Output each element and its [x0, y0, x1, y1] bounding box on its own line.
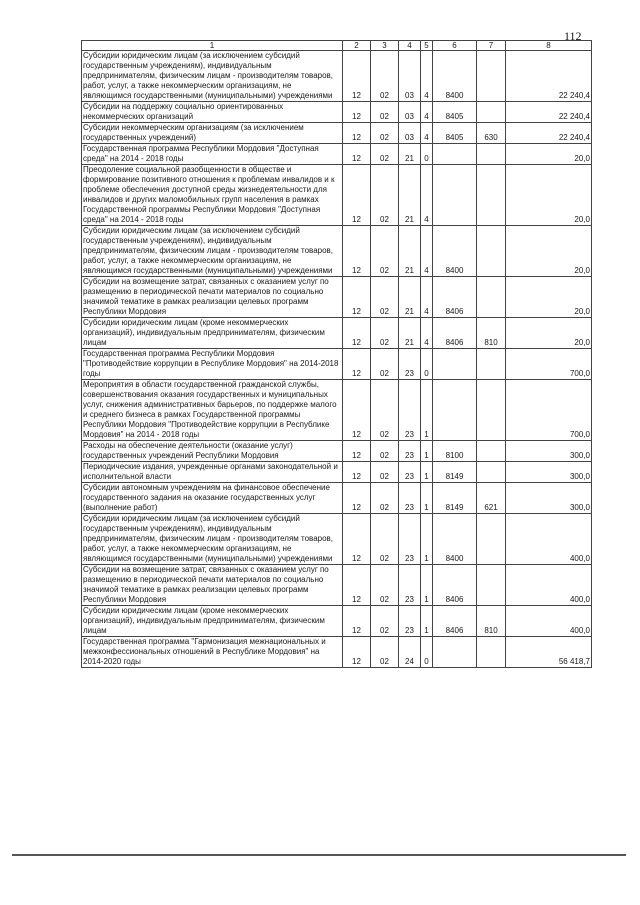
code-cell: 8406	[433, 565, 477, 606]
table-row	[82, 483, 592, 514]
code-cell: 21	[399, 144, 421, 165]
code-cell: 02	[371, 277, 399, 318]
table-row	[82, 349, 592, 380]
code-cell	[433, 349, 477, 380]
code-cell: 23	[399, 462, 421, 483]
row-name-cell: Государственная программа Республики Мордовия "Противодействие коррупции в Республике Мордовия" на 2014-2018 годы	[82, 349, 343, 380]
code-cell: 0	[421, 144, 433, 165]
row-name-cell: Расходы на обеспечение деятельности (оказание услуг) государственных учреждений Республики Мордовия	[82, 441, 343, 462]
code-cell: 12	[343, 637, 371, 668]
code-cell	[433, 144, 477, 165]
amount-cell: 400,0	[506, 514, 592, 565]
code-cell: 23	[399, 349, 421, 380]
page-bottom-rule	[12, 854, 626, 856]
row-name-cell: Субсидии юридическим лицам (за исключением субсидий государственным учреждениям), индивидуальным предпринимателям, физическим лицам - производителям товаров, работ, услуг, а также некоммерческим организациям, не являющимся государственными (муниципальными) учреждениями	[82, 226, 343, 277]
header-cell: 6	[433, 41, 477, 51]
header-cell: 5	[421, 41, 433, 51]
code-cell: 23	[399, 483, 421, 514]
code-cell	[433, 637, 477, 668]
header-cell: 3	[371, 41, 399, 51]
amount-cell: 22 240,4	[506, 51, 592, 102]
amount-cell: 22 240,4	[506, 123, 592, 144]
row-name-cell: Субсидии на возмещение затрат, связанных с оказанием услуг по размещению в периодической печати материалов по социально значимой тематике в рамках реализации целевых программ Республики Мордовия	[82, 565, 343, 606]
table-row	[82, 102, 592, 123]
code-cell: 810	[477, 606, 506, 637]
page-number: 112	[564, 29, 582, 43]
code-cell: 8149	[433, 462, 477, 483]
code-cell: 02	[371, 483, 399, 514]
code-cell: 12	[343, 102, 371, 123]
code-cell: 12	[343, 226, 371, 277]
code-cell	[477, 441, 506, 462]
code-cell: 4	[421, 102, 433, 123]
code-cell: 8400	[433, 226, 477, 277]
code-cell	[477, 637, 506, 668]
amount-cell: 400,0	[506, 565, 592, 606]
code-cell: 12	[343, 277, 371, 318]
code-cell: 02	[371, 318, 399, 349]
row-name-cell: Преодоление социальной разобщенности в обществе и формирование позитивного отношения к проблемам инвалидов и к проблеме обеспечения доступной среды жизнедеятельности для инвалидов и других маломобильных групп населения в рамках Государственной программы Республики Мордовия "Доступная среда" на 2014 - 2018 годы	[82, 165, 343, 226]
table-row	[82, 277, 592, 318]
code-cell: 1	[421, 380, 433, 441]
code-cell: 8406	[433, 606, 477, 637]
row-name-cell: Периодические издания, учрежденные органами законодательной и исполнительной власти	[82, 462, 343, 483]
code-cell: 02	[371, 51, 399, 102]
code-cell: 02	[371, 514, 399, 565]
code-cell: 02	[371, 606, 399, 637]
header-cell: 7	[477, 41, 506, 51]
code-cell	[477, 51, 506, 102]
code-cell: 1	[421, 462, 433, 483]
row-name-cell: Субсидии автономным учреждениям на финансовое обеспечение государственного задания на оказание государственных услуг (выполнение работ)	[82, 483, 343, 514]
amount-cell: 56 418,7	[506, 637, 592, 668]
table-row	[82, 441, 592, 462]
code-cell	[477, 144, 506, 165]
code-cell: 02	[371, 123, 399, 144]
code-cell: 12	[343, 483, 371, 514]
amount-cell: 300,0	[506, 483, 592, 514]
code-cell: 23	[399, 514, 421, 565]
code-cell: 630	[477, 123, 506, 144]
code-cell: 02	[371, 226, 399, 277]
code-cell: 8406	[433, 277, 477, 318]
code-cell: 12	[343, 441, 371, 462]
code-cell: 8100	[433, 441, 477, 462]
code-cell: 1	[421, 441, 433, 462]
code-cell: 8405	[433, 123, 477, 144]
amount-cell: 22 240,4	[506, 102, 592, 123]
code-cell: 02	[371, 102, 399, 123]
row-name-cell: Субсидии юридическим лицам (кроме некоммерческих организаций), индивидуальным предпринимателям, физическим лицам	[82, 318, 343, 349]
code-cell	[477, 349, 506, 380]
code-cell: 24	[399, 637, 421, 668]
code-cell: 4	[421, 277, 433, 318]
code-cell	[477, 226, 506, 277]
table-row	[82, 51, 592, 102]
code-cell: 03	[399, 102, 421, 123]
code-cell: 4	[421, 123, 433, 144]
amount-cell: 20,0	[506, 165, 592, 226]
amount-cell: 400,0	[506, 606, 592, 637]
amount-cell: 700,0	[506, 349, 592, 380]
code-cell: 23	[399, 441, 421, 462]
code-cell: 02	[371, 462, 399, 483]
code-cell: 23	[399, 380, 421, 441]
code-cell: 02	[371, 380, 399, 441]
amount-cell: 20,0	[506, 144, 592, 165]
amount-cell: 300,0	[506, 462, 592, 483]
table-row	[82, 514, 592, 565]
code-cell: 21	[399, 277, 421, 318]
budget-table	[81, 40, 592, 668]
row-name-cell: Субсидии на возмещение затрат, связанных с оказанием услуг по размещению в периодической печати материалов по социально значимой тематике в рамках реализации целевых программ Республики Мордовия	[82, 277, 343, 318]
code-cell: 03	[399, 123, 421, 144]
header-cell: 8	[506, 41, 592, 51]
row-name-cell: Субсидии юридическим лицам (кроме некоммерческих организаций), индивидуальным предпринимателям, физическим лицам	[82, 606, 343, 637]
code-cell: 02	[371, 165, 399, 226]
code-cell: 12	[343, 51, 371, 102]
code-cell	[433, 165, 477, 226]
code-cell: 02	[371, 565, 399, 606]
code-cell: 12	[343, 462, 371, 483]
code-cell: 1	[421, 514, 433, 565]
code-cell: 21	[399, 318, 421, 349]
code-cell: 4	[421, 165, 433, 226]
code-cell: 8400	[433, 514, 477, 565]
code-cell: 8149	[433, 483, 477, 514]
header-cell: 4	[399, 41, 421, 51]
code-cell: 8400	[433, 51, 477, 102]
row-name-cell: Государственная программа Республики Мордовия "Доступная среда" на 2014 - 2018 годы	[82, 144, 343, 165]
row-name-cell: Субсидии на поддержку социально ориентированных некоммерческих организаций	[82, 102, 343, 123]
table-row	[82, 462, 592, 483]
code-cell: 02	[371, 144, 399, 165]
table-row	[82, 637, 592, 668]
table-row	[82, 144, 592, 165]
code-cell: 23	[399, 565, 421, 606]
code-cell: 4	[421, 226, 433, 277]
row-name-cell: Субсидии юридическим лицам (за исключением субсидий государственным учреждениям), индивидуальным предпринимателям, физическим лицам - производителям товаров, работ, услуг, а также некоммерческим организациям, не являющимся государственными (муниципальными) учреждениями	[82, 514, 343, 565]
code-cell: 12	[343, 123, 371, 144]
code-cell	[477, 514, 506, 565]
code-cell: 8405	[433, 102, 477, 123]
code-cell: 0	[421, 637, 433, 668]
code-cell: 8406	[433, 318, 477, 349]
code-cell	[477, 277, 506, 318]
table-row	[82, 226, 592, 277]
code-cell	[477, 565, 506, 606]
code-cell: 12	[343, 514, 371, 565]
code-cell	[433, 380, 477, 441]
table-row	[82, 606, 592, 637]
code-cell: 12	[343, 318, 371, 349]
table-row	[82, 380, 592, 441]
code-cell: 02	[371, 349, 399, 380]
table-row	[82, 123, 592, 144]
code-cell	[477, 462, 506, 483]
code-cell: 23	[399, 606, 421, 637]
table-row	[82, 565, 592, 606]
amount-cell: 20,0	[506, 318, 592, 349]
code-cell: 1	[421, 606, 433, 637]
code-cell: 1	[421, 483, 433, 514]
code-cell: 21	[399, 165, 421, 226]
table-header-row	[82, 41, 592, 51]
code-cell: 03	[399, 51, 421, 102]
table-row	[82, 318, 592, 349]
amount-cell: 300,0	[506, 441, 592, 462]
code-cell: 12	[343, 606, 371, 637]
code-cell: 12	[343, 380, 371, 441]
code-cell: 810	[477, 318, 506, 349]
amount-cell: 20,0	[506, 226, 592, 277]
code-cell: 02	[371, 637, 399, 668]
code-cell: 1	[421, 565, 433, 606]
row-name-cell: Государственная программа "Гармонизация межнациональных и межконфессиональных отношений в Республике Мордовия" на 2014-2020 годы	[82, 637, 343, 668]
code-cell: 21	[399, 226, 421, 277]
row-name-cell: Мероприятия в области государственной гражданской службы, совершенствования оказания государственных и муниципальных услуг, снижения административных барьеров, по поддержке малого и среднего бизнеса в рамках Государственной программы Республики Мордовия "Противодействие коррупции в Республике Мордовия" на 2014 - 2018 годы	[82, 380, 343, 441]
header-cell: 1	[82, 41, 343, 51]
code-cell: 12	[343, 165, 371, 226]
code-cell: 12	[343, 349, 371, 380]
row-name-cell: Субсидии юридическим лицам (за исключением субсидий государственным учреждениям), индивидуальным предпринимателям, физическим лицам - производителям товаров, работ, услуг, а также некоммерческим организациям, не являющимся государственными (муниципальными) учреждениями	[82, 51, 343, 102]
amount-cell: 700,0	[506, 380, 592, 441]
code-cell: 0	[421, 349, 433, 380]
code-cell: 621	[477, 483, 506, 514]
row-name-cell: Субсидии некоммерческим организациям (за исключением государственных учреждений)	[82, 123, 343, 144]
table-row	[82, 165, 592, 226]
header-cell: 2	[343, 41, 371, 51]
code-cell: 4	[421, 51, 433, 102]
code-cell: 12	[343, 565, 371, 606]
code-cell	[477, 102, 506, 123]
amount-cell: 20,0	[506, 277, 592, 318]
code-cell: 02	[371, 441, 399, 462]
code-cell: 12	[343, 144, 371, 165]
code-cell	[477, 380, 506, 441]
code-cell: 4	[421, 318, 433, 349]
code-cell	[477, 165, 506, 226]
